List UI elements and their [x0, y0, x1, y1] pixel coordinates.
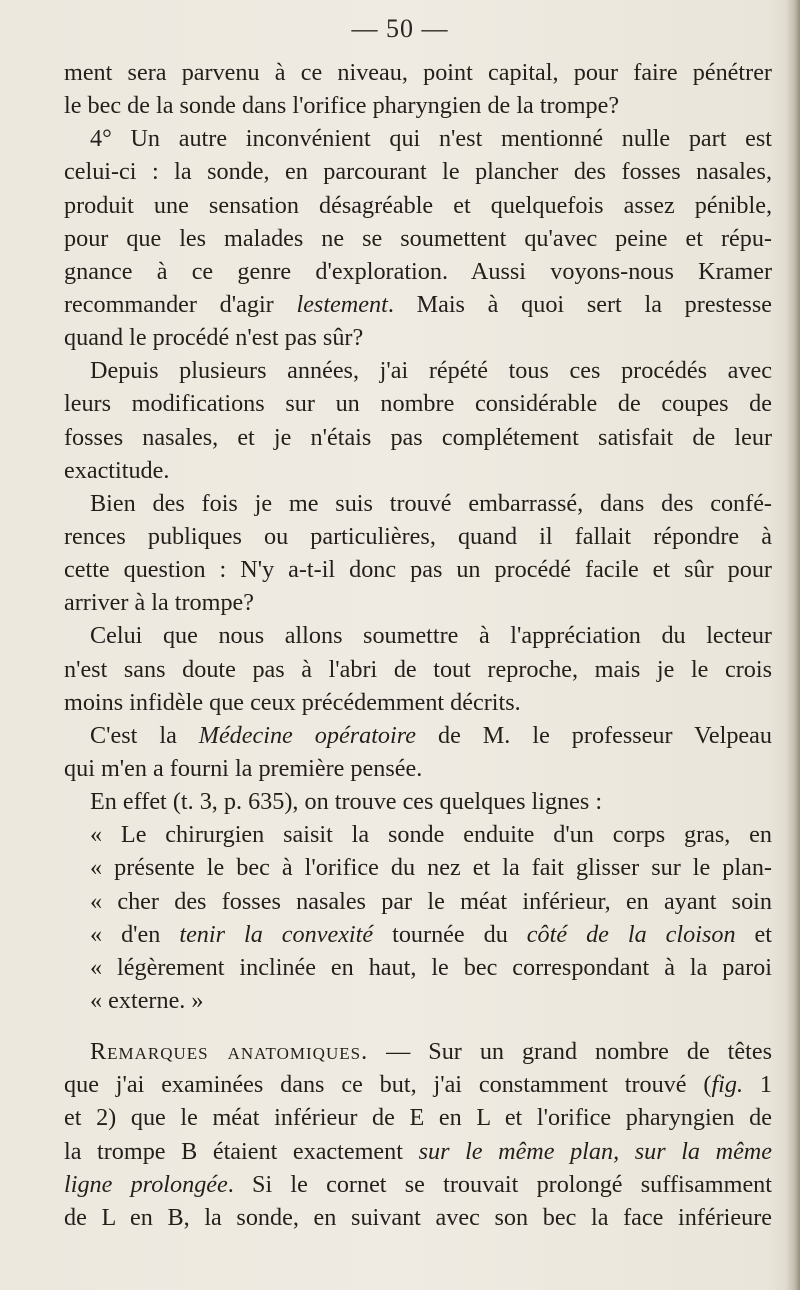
text-line: arriver à la trompe? [64, 589, 255, 617]
text-line: quand le procédé n'est pas sûr? [64, 324, 364, 352]
text-line: En effet (t. 3, p. 635), on trouve ces quelques lignes : [90, 788, 603, 816]
text-line: cette question : N'y a-t-il donc pas un procédé facile et sûr pour [64, 556, 772, 584]
text-line: ment sera parvenu à ce niveau, point capital, pour faire pénétrer [64, 59, 772, 86]
paragraph-gap [64, 1017, 772, 1035]
page-edge-shadow [786, 0, 800, 1290]
text-line: qui m'en a fourni la première pensée. [64, 754, 423, 782]
page-number: — 50 — [351, 14, 449, 43]
text-line: Depuis plusieurs années, j'ai répété tous ces procédés avec [90, 357, 772, 385]
text-line: C'est la Médecine opératoire de M. le professeur Velpeau [90, 721, 772, 749]
text-line: rences publiques ou particulières, quand il fallait répondre à [64, 522, 772, 550]
text-line: n'est sans doute pas à l'abri de tout reproche, mais je le crois [64, 655, 772, 683]
text-line: produit une sensation désagréable et quelquefois assez pénible, [64, 191, 772, 219]
text-line: que j'ai examinées dans ce but, j'ai constamment trouvé (fig. 1 [64, 1071, 772, 1099]
text-line: leurs modifications sur un nombre considérable de coupes de [64, 390, 772, 418]
text-line: recommander d'agir lestement. Mais à quoi sert la prestesse [64, 290, 772, 318]
quote-line: « légèrement inclinée en haut, le bec correspondant à la paroi [90, 953, 772, 981]
quote-line: « cher des fosses nasales par le méat inférieur, en ayant soin [90, 887, 772, 915]
quote-line: « externe. » [90, 986, 204, 1014]
text-line: ligne prolongée. Si le cornet se trouvait prolongé suffisamment [64, 1170, 772, 1198]
quote-line: « d'en tenir la convexité tournée du côté de la cloison et [90, 920, 772, 948]
text-line: celui-ci : la sonde, en parcourant le plancher des fosses nasales, [64, 158, 772, 186]
text-line: et 2) que le méat inférieur de E en L et l'orifice pharyngien de [64, 1104, 772, 1132]
text-line: pour que les malades ne se soumettent qu'avec peine et répu- [64, 224, 772, 252]
text-line: fosses nasales, et je n'étais pas complétement satisfait de leur [64, 423, 772, 451]
section-heading-line: Remarques anatomiques. — Sur un grand nombre de têtes [90, 1038, 772, 1066]
text-line: Bien des fois je me suis trouvé embarrassé, dans des confé- [90, 489, 772, 517]
text-line: moins infidèle que ceux précédemment décrits. [64, 688, 521, 716]
text-line: exactitude. [64, 456, 170, 484]
text-line: 4° Un autre inconvénient qui n'est mentionné nulle part est [90, 125, 772, 153]
quote-line: « présente le bec à l'orifice du nez et la fait glisser sur le plan- [90, 854, 772, 882]
text-line: Celui que nous allons soumettre à l'appréciation du lecteur [90, 622, 772, 650]
text-line: la trompe B étaient exactement sur le même plan, sur la même [64, 1137, 772, 1165]
body-text [64, 56, 772, 1234]
section-heading: Remarques anatomiques. [90, 1038, 369, 1066]
quote-line: « Le chirurgien saisit la sonde enduite d'un corps gras, en [90, 821, 772, 849]
text-line: de L en B, la sonde, en suivant avec son bec la face inférieure [64, 1203, 772, 1231]
text-line: gnance à ce genre d'exploration. Aussi voyons-nous Kramer [64, 257, 772, 285]
text-line: le bec de la sonde dans l'orifice pharyngien de la trompe? [64, 92, 620, 120]
